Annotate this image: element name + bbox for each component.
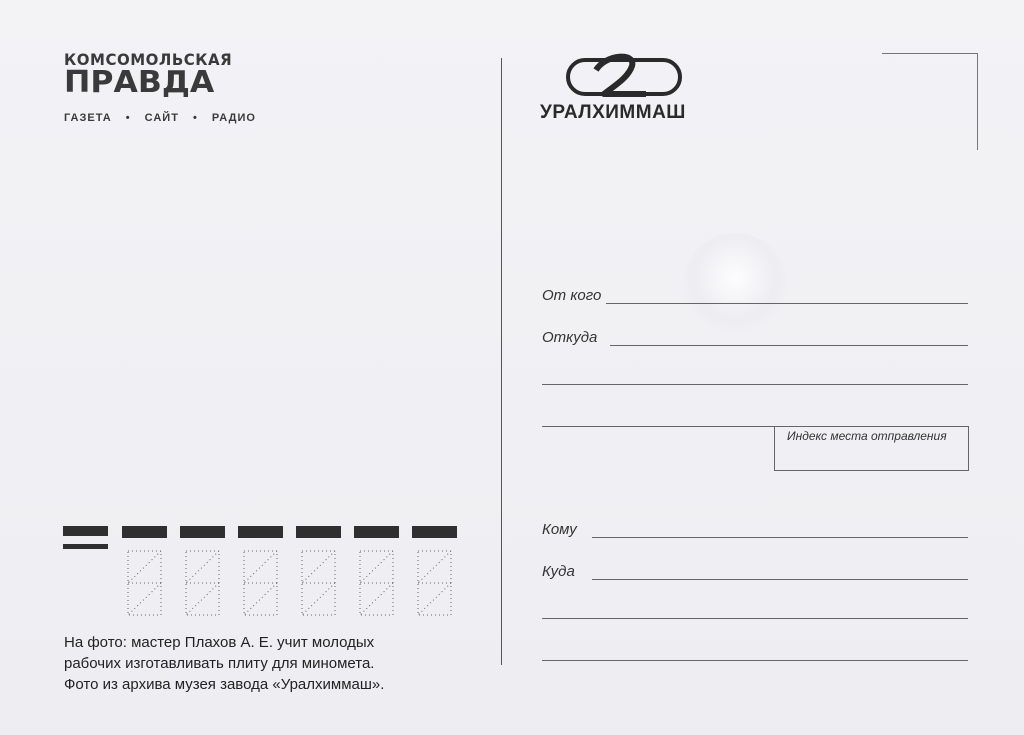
uralkhimmash-name: УРАЛХИММАШ [540,102,686,123]
embossed-mark [683,233,787,333]
from-field[interactable] [542,284,968,304]
kp-sub-separator: • [125,112,131,124]
to-label: Кому [542,521,577,538]
postcard-divider [501,58,502,665]
address-line[interactable] [542,618,968,619]
zip-digit-grid-icon [127,550,163,618]
caption-line: рабочих изготавливать плиту для миномета. [64,655,375,672]
kp-logo-subtitle [64,112,264,124]
from-label: От кого [542,287,602,304]
address-line[interactable] [542,660,968,661]
from-line [606,303,968,304]
zip-digit-grid-icon [301,550,337,618]
komsomolskaya-pravda-logo [64,52,264,124]
to-line [592,537,968,538]
uralkhimmash-logo [540,50,740,124]
zip-digit-grid-icon [417,550,453,618]
kp-sub-separator: • [192,112,198,124]
stamp-area [882,53,978,150]
zip-digit-grid-icon [185,550,221,618]
index-box-label: Индекс места отправления [787,429,947,443]
sender-index-box[interactable] [774,426,969,471]
address-line[interactable] [542,426,774,427]
kp-logo-main: ПРАВДА [64,65,215,100]
where-to-line [592,579,968,580]
zip-digit-grid-icon [359,550,395,618]
where-from-field[interactable] [542,326,968,346]
photo-caption [64,632,484,695]
where-from-label: Откуда [542,329,598,346]
kp-sub-newspaper: ГАЗЕТА [64,112,112,124]
where-from-line [610,345,968,346]
where-to-label: Куда [542,563,575,580]
caption-line: Фото из архива музея завода «Уралхиммаш». [64,676,385,693]
kp-sub-site: САЙТ [144,112,179,124]
uralkhimmash-emblem-icon [566,50,684,98]
zip-digit-grid-icon [243,550,279,618]
kp-sub-radio: РАДИО [211,112,256,124]
to-field[interactable] [542,518,968,538]
where-to-field[interactable] [542,560,968,580]
caption-line: На фото: мастер Плахов А. Е. учит молодых [64,634,375,651]
address-line[interactable] [542,384,968,385]
kp-logo-top-line: КОМСОМОЛЬСКАЯ [64,50,233,70]
